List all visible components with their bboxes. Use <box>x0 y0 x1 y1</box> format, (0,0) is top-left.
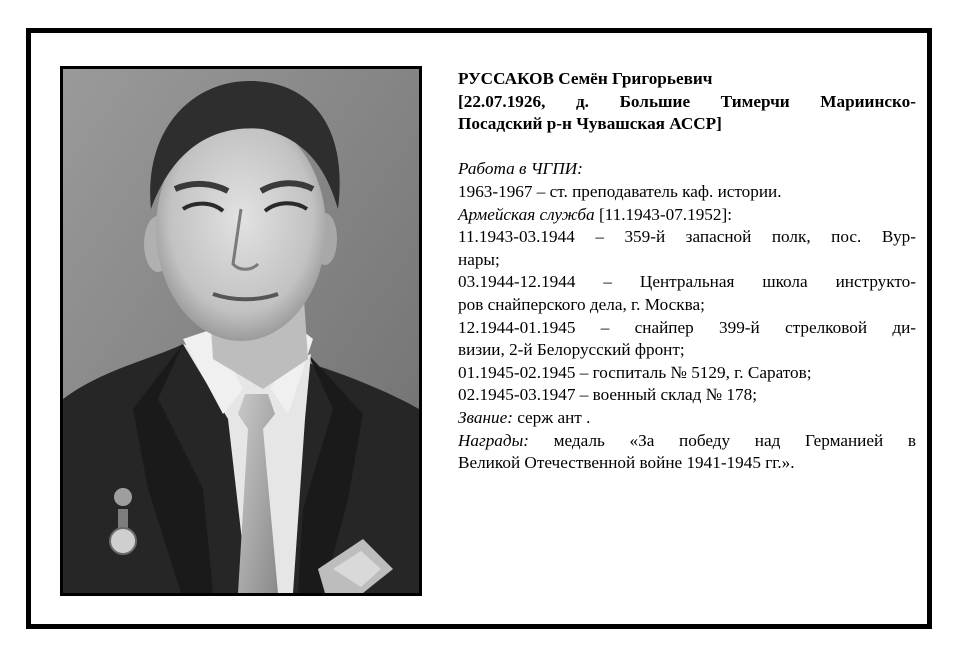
work-heading: Работа в ЧГПИ: <box>458 159 583 179</box>
work-line: 1963-1967 – ст. преподаватель каф. истории. <box>458 181 782 201</box>
army-line: 01.1945-02.1945 – госпиталь № 5129, г. Саратов; <box>458 362 812 382</box>
army-line: ров снайперского дела, г. Москва; <box>458 294 705 314</box>
army-heading: Армейская служба <box>458 204 595 224</box>
army-line: визии, 2-й Белорусский фронт; <box>458 340 685 360</box>
birth-info-line1: [22.07.1926, д. Большие Тимерчи Мариинско- <box>458 91 916 111</box>
army-period: [11.1943-07.1952]: <box>594 204 732 224</box>
portrait-photo <box>60 66 422 596</box>
rank-line <box>458 407 916 430</box>
army-line: 03.1944-12.1944 – Центральная школа инструкто- <box>458 272 916 292</box>
awards-heading: Награды: <box>458 430 529 450</box>
birth-info-line2: Посадский р-н Чувашская АССР] <box>458 114 722 134</box>
biography-text <box>458 68 916 475</box>
army-line: 11.1943-03.1944 – 359-й запасной полк, пос. Вур- <box>458 227 916 247</box>
awards-text1: медаль «За победу над Германией в <box>528 430 916 450</box>
awards-line2: Великой Отечественной войне 1941-1945 гг.». <box>458 453 795 473</box>
army-line: 12.1944-01.1945 – снайпер 399-й стрелковой ди- <box>458 317 916 337</box>
army-heading-line <box>458 204 916 227</box>
rank-value: серж ант . <box>512 407 591 427</box>
army-line: 02.1945-03.1947 – военный склад № 178; <box>458 385 757 405</box>
rank-heading: Звание: <box>458 407 513 427</box>
biography-card <box>26 28 932 629</box>
person-name: РУССАКОВ Семён Григорьевич <box>458 69 713 88</box>
awards-line1 <box>458 430 916 453</box>
army-line: нары; <box>458 249 500 269</box>
portrait-image <box>63 69 419 593</box>
